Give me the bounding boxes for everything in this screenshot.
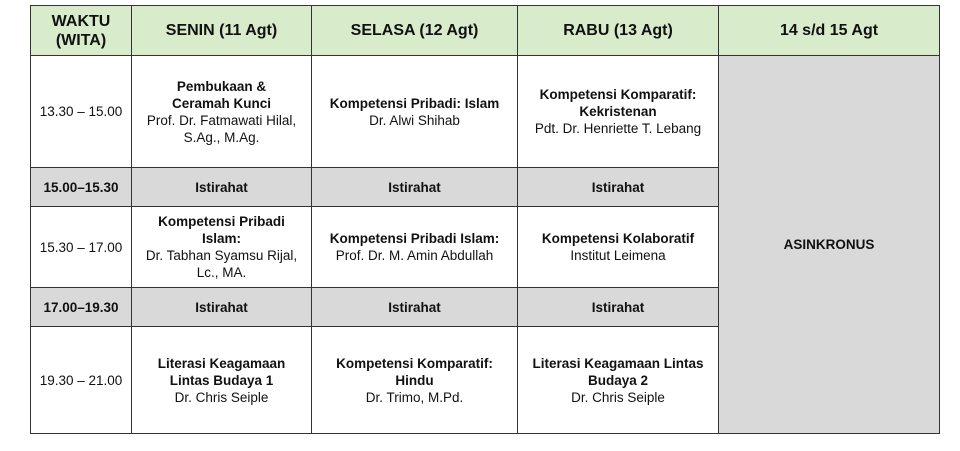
session-speaker: Dr. Chris Seiple [571,389,665,405]
session-speaker: Pdt. Dr. Henriette T. Lebang [534,121,702,136]
session-speaker: Dr. Chris Seiple [174,389,269,405]
time-cell: 19.30 – 21.00 [31,327,132,434]
header-time [31,6,132,56]
session-cell [312,207,518,288]
time-cell: 13.30 – 15.00 [31,56,132,168]
session-title: Kompetensi Komparatif: Kekristenan [539,87,697,119]
break-time-cell: 17.00–19.30 [31,288,132,327]
header-day-async: 14 s/d 15 Agt [719,6,940,56]
session-speaker: Prof. Dr. M. Amin Abdullah [335,248,494,263]
session-cell [518,207,719,288]
header-day-mon: SENIN (11 Agt) [132,6,312,56]
break-cell: Istirahat [518,168,719,207]
session-cell [132,56,312,168]
time-cell: 15.30 – 17.00 [31,207,132,288]
header-day-tue: SELASA (12 Agt) [312,6,518,56]
break-cell: Istirahat [132,288,312,327]
table-row [31,56,940,168]
break-cell: Istirahat [312,168,518,207]
schedule-container [30,5,940,434]
session-title: Literasi Keagamaan Lintas Budaya 2 [532,355,704,388]
header-row [31,6,940,56]
session-speaker: Institut Leimena [570,248,666,263]
session-cell [132,207,312,288]
session-title: Kompetensi Komparatif: Hindu [336,355,493,388]
break-cell: Istirahat [312,288,518,327]
session-title: Kompetensi Pribadi Islam: [329,231,500,246]
async-cell: ASINKRONUS [719,56,940,434]
break-cell: Istirahat [518,288,719,327]
break-time-cell: 15.00–15.30 [31,168,132,207]
session-cell [132,327,312,434]
session-speaker: Dr. Alwi Shihab [369,112,460,128]
break-cell: Istirahat [132,168,312,207]
header-time-label: WAKTU (WITA) [51,12,111,49]
session-title: Kompetensi Kolaboratif [541,231,695,246]
session-speaker: Prof. Dr. Fatmawati Hilal, S.Ag., M.Ag. [146,112,297,145]
session-title: Literasi Keagamaan Lintas Budaya 1 [157,355,286,388]
session-title: Kompetensi Pribadi Islam: [158,214,285,246]
session-title: Pembukaan & Ceramah Kunci [171,78,272,111]
session-cell [518,327,719,434]
header-day-wed: RABU (13 Agt) [518,6,719,56]
session-title: Kompetensi Pribadi: Islam [329,95,500,111]
session-speaker: Dr. Tabhan Syamsu Rijal, Lc., MA. [145,248,298,280]
session-speaker: Dr. Trimo, M.Pd. [365,389,464,405]
schedule-table [30,5,940,434]
session-cell [312,327,518,434]
session-cell [312,56,518,168]
session-cell [518,56,719,168]
